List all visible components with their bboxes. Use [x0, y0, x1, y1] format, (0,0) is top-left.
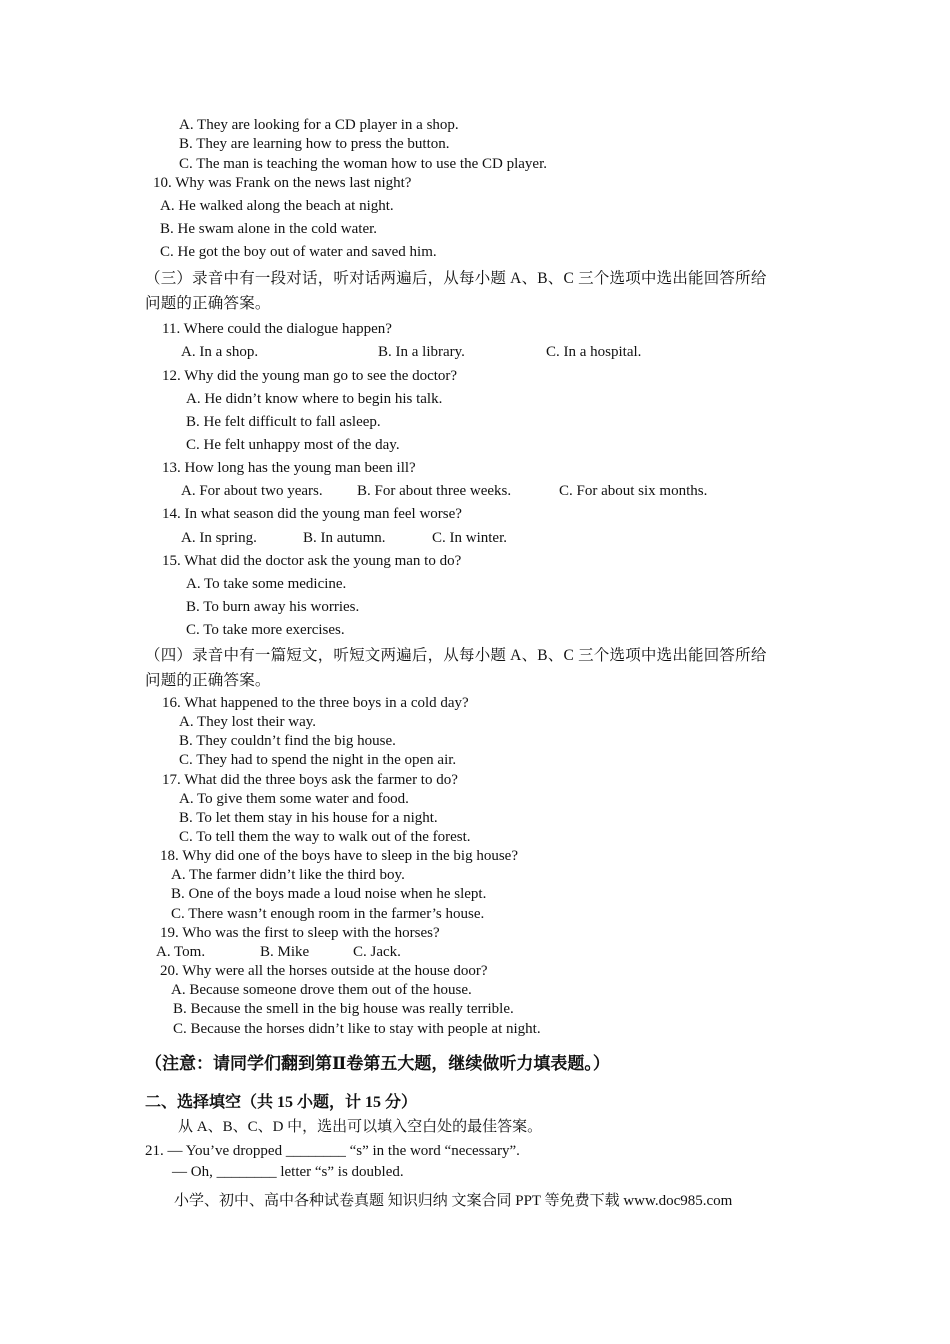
part-2-instructions: 从 A、B、C、D 中，选出可以填入空白处的最佳答案。 — [178, 1119, 543, 1135]
question-15: 15. What did the doctor ask the young man to do? — [162, 553, 462, 569]
question-17: 17. What did the three boys ask the farmer to do? — [162, 772, 458, 788]
q19-option-c: C. Jack. — [353, 944, 401, 960]
q14-option-a: A. In spring. — [181, 530, 257, 546]
q19-option-a: A. Tom. — [156, 944, 206, 960]
q10-option-a: A. He walked along the beach at night. — [160, 198, 394, 214]
q15-option-c: C. To take more exercises. — [186, 622, 345, 638]
question-11: 11. Where could the dialogue happen? — [162, 321, 392, 337]
q20-option-c: C. Because the horses didn’t like to stay with people at night. — [173, 1021, 541, 1037]
question-21: 21. — You’ve dropped ________ “s” in the word “necessary”. — [145, 1143, 520, 1159]
q12-option-c: C. He felt unhappy most of the day. — [186, 437, 400, 453]
q17-option-a: A. To give them some water and food. — [179, 791, 409, 807]
section-3-instructions-line2: 问题的正确答案。 — [145, 295, 271, 312]
q9-option-c: C. The man is teaching the woman how to use the CD player. — [179, 156, 547, 172]
question-13: 13. How long has the young man been ill? — [162, 460, 416, 476]
q10-option-b: B. He swam alone in the cold water. — [160, 221, 378, 237]
q13-option-c: C. For about six months. — [559, 483, 708, 499]
q16-option-b: B. They couldn’t find the big house. — [179, 733, 396, 749]
footer-watermark: 小学、初中、高中各种试卷真题 知识归纳 文案合同 PPT 等免费下载 www.doc985.com — [174, 1193, 733, 1209]
q15-option-b: B. To burn away his worries. — [186, 599, 360, 615]
q20-option-a: A. Because someone drove them out of the house. — [171, 982, 472, 998]
q9-option-b: B. They are learning how to press the button. — [179, 136, 450, 152]
q11-option-b: B. In a library. — [378, 344, 465, 360]
q18-option-a: A. The farmer didn’t like the third boy. — [171, 867, 405, 883]
section-4-instructions-line2: 问题的正确答案。 — [145, 672, 271, 689]
q16-option-c: C. They had to spend the night in the open air. — [179, 752, 457, 768]
q9-option-a: A. They are looking for a CD player in a shop. — [179, 117, 459, 133]
q17-option-c: C. To tell them the way to walk out of the forest. — [179, 829, 471, 845]
part-2-heading: 二、选择填空（共 15 小题，计 15 分） — [145, 1094, 418, 1111]
section-4-instructions-line1: （四）录音中有一篇短文，听短文两遍后，从每小题 A、B、C 三个选项中选出能回答所给 — [145, 647, 767, 664]
question-19: 19. Who was the first to sleep with the horses? — [160, 925, 440, 941]
question-18: 18. Why did one of the boys have to sleep in the big house? — [160, 848, 518, 864]
q10-option-c: C. He got the boy out of water and saved him. — [160, 244, 437, 260]
q15-option-a: A. To take some medicine. — [186, 576, 347, 592]
q18-option-b: B. One of the boys made a loud noise when he slept. — [171, 886, 487, 902]
question-16: 16. What happened to the three boys in a cold day? — [162, 695, 469, 711]
question-20: 20. Why were all the horses outside at the house door? — [160, 963, 488, 979]
question-12: 12. Why did the young man go to see the doctor? — [162, 368, 458, 384]
question-21-response: — Oh, ________ letter “s” is doubled. — [172, 1164, 404, 1180]
q11-option-c: C. In a hospital. — [546, 344, 642, 360]
q13-option-a: A. For about two years. — [181, 483, 323, 499]
q13-option-b: B. For about three weeks. — [357, 483, 512, 499]
q20-option-b: B. Because the smell in the big house was really terrible. — [173, 1001, 514, 1017]
question-14: 14. In what season did the young man feel worse? — [162, 506, 462, 522]
q11-option-a: A. In a shop. — [181, 344, 259, 360]
q12-option-b: B. He felt difficult to fall asleep. — [186, 414, 381, 430]
q17-option-b: B. To let them stay in his house for a night. — [179, 810, 438, 826]
q12-option-a: A. He didn’t know where to begin his talk. — [186, 391, 443, 407]
q16-option-a: A. They lost their way. — [179, 714, 317, 730]
note: （注意：请同学们翻到第Ⅱ卷第五大题，继续做听力填表题。） — [145, 1054, 610, 1073]
q18-option-c: C. There wasn’t enough room in the farmer’s house. — [171, 906, 485, 922]
section-3-instructions-line1: （三）录音中有一段对话，听对话两遍后，从每小题 A、B、C 三个选项中选出能回答所给 — [145, 270, 767, 287]
question-10: 10. Why was Frank on the news last night? — [153, 175, 412, 191]
q19-option-b: B. Mike — [260, 944, 310, 960]
q14-option-b: B. In autumn. — [303, 530, 386, 546]
q14-option-c: C. In winter. — [432, 530, 507, 546]
